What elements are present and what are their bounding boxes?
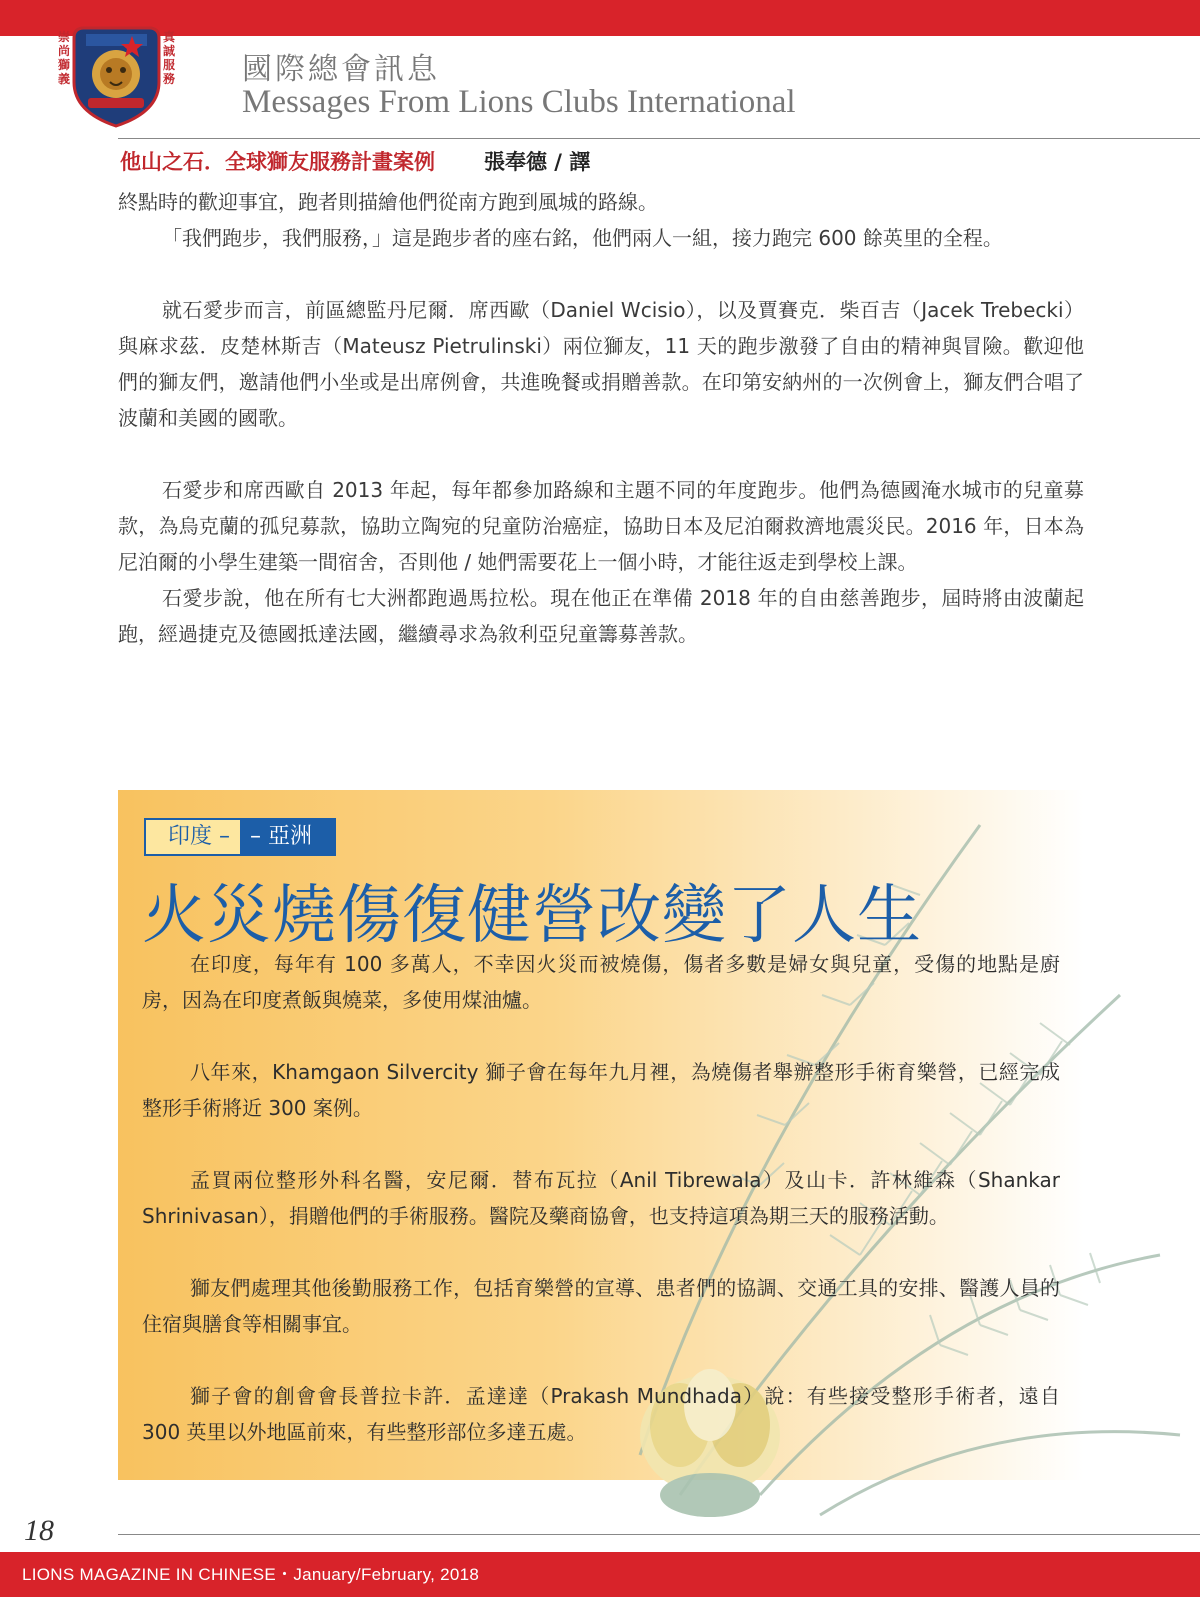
feature-paragraph: 八年來，Khamgaon Silvercity 獅子會在每年九月裡，為燒傷者舉辦整形手術育樂營，已經完成整形手術將近 300 案例。 xyxy=(142,1060,1060,1120)
article-body xyxy=(118,184,1084,652)
region-continent: – 亞洲 xyxy=(240,820,334,854)
feature-body xyxy=(142,946,1060,1450)
feature-paragraph: 在印度，每年有 100 多萬人，不幸因火災而被燒傷，傷者多數是婦女與兒童，受傷的地點是廚房，因為在印度煮飯與燒菜，多使用煤油爐。 xyxy=(142,952,1060,1012)
section-tag: 他山之石．全球獅友服務計畫案例 xyxy=(120,149,435,174)
logo-left-motto: 崇尚獅義 xyxy=(58,30,71,86)
feature-paragraph: 獅子會的創會會長普拉卡許．孟達達（Prakash Mundhada）說：有些接受整形手術者，遠自 300 英里以外地區前來，有些整形部位多達五處。 xyxy=(142,1384,1060,1444)
header-title-english: Messages From Lions Clubs International xyxy=(242,84,796,120)
feature-paragraph: 獅友們處理其他後勤服務工作，包括育樂營的宣導、患者們的協調、交通工具的安排、醫護人員的住宿與膳食等相關事宜。 xyxy=(142,1276,1060,1336)
page-number: 18 xyxy=(24,1514,54,1547)
logo-right-motto: 真誠服務 xyxy=(163,30,176,86)
footer-divider xyxy=(118,1534,1200,1535)
article-paragraph: 「我們跑步，我們服務，」這是跑步者的座右銘，他們兩人一組，接力跑完 600 餘英里的全程。 xyxy=(162,226,1003,250)
article-paragraph: 石愛步說，他在所有七大洲都跑過馬拉松。現在他正在準備 2018 年的自由慈善跑步，屆時將由波蘭起跑，經過捷克及德國抵達法國，繼續尋求為敘利亞兒童籌募善款。 xyxy=(118,586,1084,646)
region-tag xyxy=(144,818,336,856)
article-paragraph: 石愛步和席西歐自 2013 年起，每年都參加路線和主題不同的年度跑步。他們為德國淹水城市的兒童募款，為烏克蘭的孤兒募款，協助立陶宛的兒童防治癌症，協助日本及尼泊爾救濟地震災民。2016 年，日本為尼泊爾的小學生建築一間宿舍，否則他 / 她們需要花上一個小時，才能往返走到學校上課。 xyxy=(118,478,1084,574)
article-paragraph: 終點時的歡迎事宜，跑者則描繪他們從南方跑到風城的路線。 xyxy=(118,190,658,214)
region-country: 印度 – xyxy=(146,820,240,854)
article-paragraph: 就石愛步而言，前區總監丹尼爾．席西歐（Daniel Wcisio），以及賈賽克．柴百吉（Jacek Trebecki）與麻求茲．皮楚林斯吉（Mateusz Pietrulinski）兩位獅友，11 天的跑步激發了自由的精神與冒險。歡迎他們的獅友們，邀請他們小坐或是出席例會，共進晚餐或捐贈善款。在印第安納州的一次例會上，獅友們合唱了波蘭和美國的國歌。 xyxy=(118,298,1084,430)
header-title-chinese: 國際總會訊息 xyxy=(242,52,440,87)
feature-title: 火災燒傷復健營改變了人生 xyxy=(142,879,922,953)
translator-credit: 張奉德 / 譯 xyxy=(484,150,591,174)
top-red-bar xyxy=(0,0,1200,36)
header-divider xyxy=(118,138,1200,139)
feature-paragraph: 孟買兩位整形外科名醫，安尼爾．替布瓦拉（Anil Tibrewala）及山卡．許林維森（Shankar Shrinivasan），捐贈他們的手術服務。醫院及藥商協會，也支持這項為期三天的服務活動。 xyxy=(142,1168,1060,1228)
lions-club-shield-logo xyxy=(54,22,179,130)
footer-magazine-issue: LIONS MAGAZINE IN CHINESE・January/February, 2018 xyxy=(22,1565,480,1584)
